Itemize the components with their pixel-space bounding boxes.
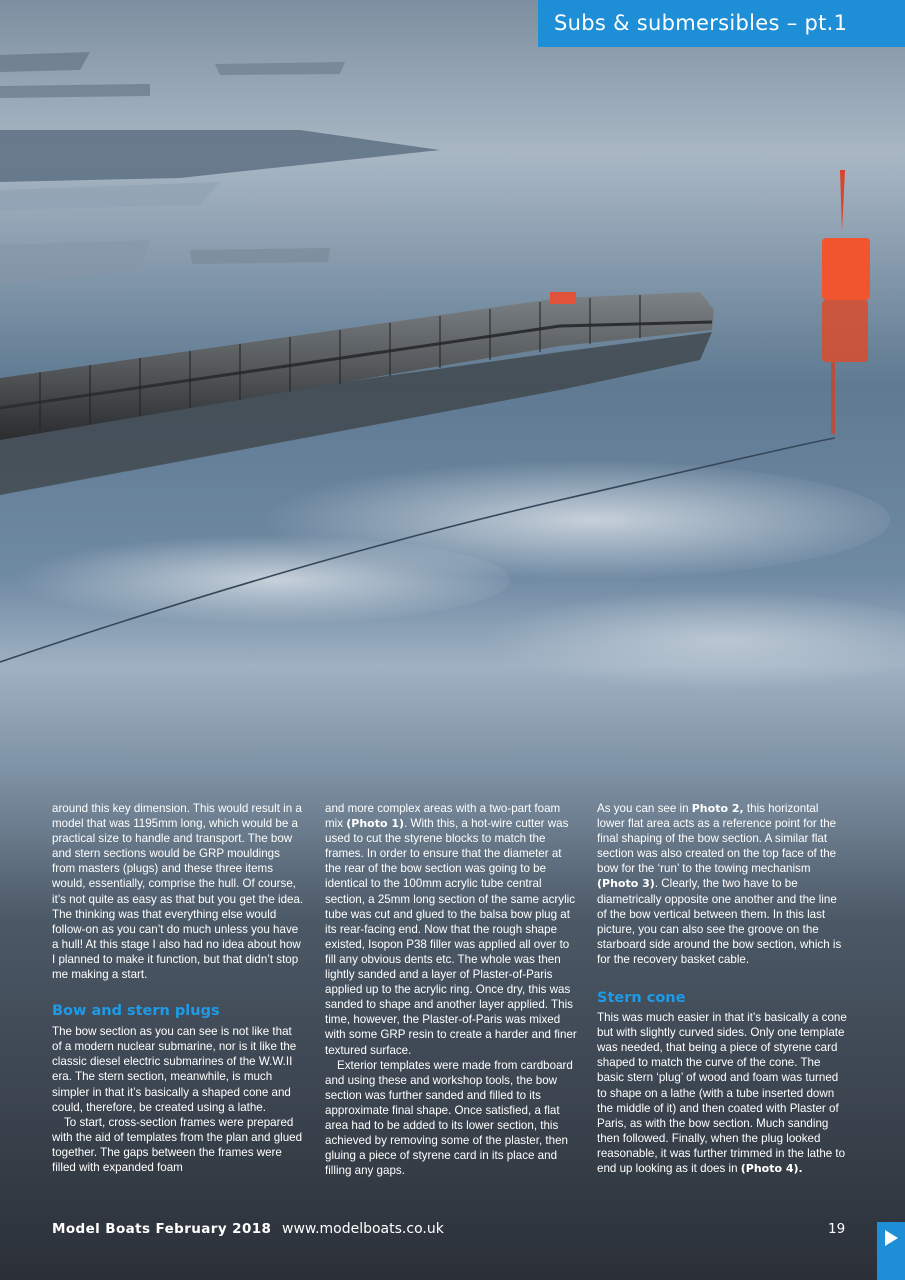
subheading-stern-cone: Stern cone — [597, 990, 686, 1007]
body-paragraph: The bow section as you can see is not like that of a modern nuclear submarine, nor is it like the classic diesel electric submarines of the W.W.II era. The stern section, meanwhile, is much simpler in that it’s basically a shaped cone and could, therefore, be created using a lathe. — [52, 1025, 297, 1114]
photo-reference: Photo 2, — [691, 802, 744, 815]
text-column-2 — [325, 801, 577, 1178]
body-paragraph: Exterior templates were made from cardboard and using these and workshop tools, the bow section was further sanded and filled to its approximate final shape. Once satisfied, a flat area had to be added to its lower section, this achieved by removing some of the plaster, then gluing a piece of styrene card in its place and filling any gaps. — [325, 1058, 573, 1178]
body-paragraph: and more complex areas with a two-part foam mix (Photo 1). With this, a hot-wire cutter was used to cut the styrene blocks to match the frames. In order to ensure that the diameter at the rear of the bow section was going to be identical to the 100mm acrylic tube central section, a 25mm long section of the same acrylic tube was cut and glued to the balsa bow plug at its rear-facing end. Now that the rough shape existed, Isopon P38 filler was applied all over to fill any obvious dents etc. The whole was then lightly sanded and a layer of Plaster-of-Paris applied up to the acrylic ring. Once dry, this was sanded to shape and another layer applied. This time, however, the Plaster-of-Paris was mixed with some GRP resin to create a harder and finer textured surface. — [325, 802, 577, 1057]
next-page-button[interactable] — [877, 1222, 905, 1280]
body-paragraph: This was much easier in that it’s basically a cone but with slightly curved sides. Only one template was needed, that being a piece of styrene card shaped to match the curve of the cone. The basic stern ‘plug’ of wood and foam was turned to shape on a lathe (with a tube inserted down the middle of it) and then coated with Plaster of Paris, as with the bow section. Much sanding then followed. Finally, when the plug looked reasonable, it was further trimmed in the lathe to end up looking as it does in (Photo 4). — [597, 1011, 847, 1175]
play-arrow-icon — [877, 1222, 905, 1280]
body-paragraph: around this key dimension. This would result in a model that was 1195mm long, which would be a practical size to handle and transport. The bow and stern sections would be GRP mouldings from masters (plugs) and these three items would, essentially, comprise the hull. Of course, it’s not quite as easy as that but you get the idea. The thinking was that everything else would follow-on as you can’t do much unless you have a hull! At this stage I also had no idea about how I planned to make it function, but that didn’t stop me making a start. — [52, 802, 304, 982]
body-paragraph: As you can see in Photo 2, this horizontal lower flat area acts as a reference point for the final shaping of the bow section. A similar flat section was also created on the top face of the bow for the ‘run’ to the towing mechanism (Photo 3). Clearly, the two have to be diametrically opposite one another and the line of the bow vertical between them. In this last picture, you can also see the groove on the starboard side around the bow section, which is for the recovery basket cable. — [597, 802, 842, 966]
photo-reference: (Photo 4). — [740, 1161, 803, 1175]
page-number: 19 — [828, 1221, 846, 1237]
body-paragraph: To start, cross-section frames were prepared with the aid of templates from the plan and glued together. The gaps between the frames were filled with expanded foam — [52, 1115, 303, 1174]
subheading-bow-and-stern-plugs: Bow and stern plugs — [52, 1003, 220, 1020]
photo-reference: (Photo 3) — [597, 877, 655, 891]
magazine-issue-label: Model Boats February 2018 — [52, 1221, 272, 1237]
website-link[interactable]: www.modelboats.co.uk — [282, 1221, 444, 1237]
text-column-3 — [597, 801, 849, 1176]
text-column-1 — [52, 801, 304, 1175]
section-title-banner: Subs & submersibles – pt.1 — [538, 0, 905, 47]
photo-reference: (Photo 1) — [346, 817, 405, 831]
